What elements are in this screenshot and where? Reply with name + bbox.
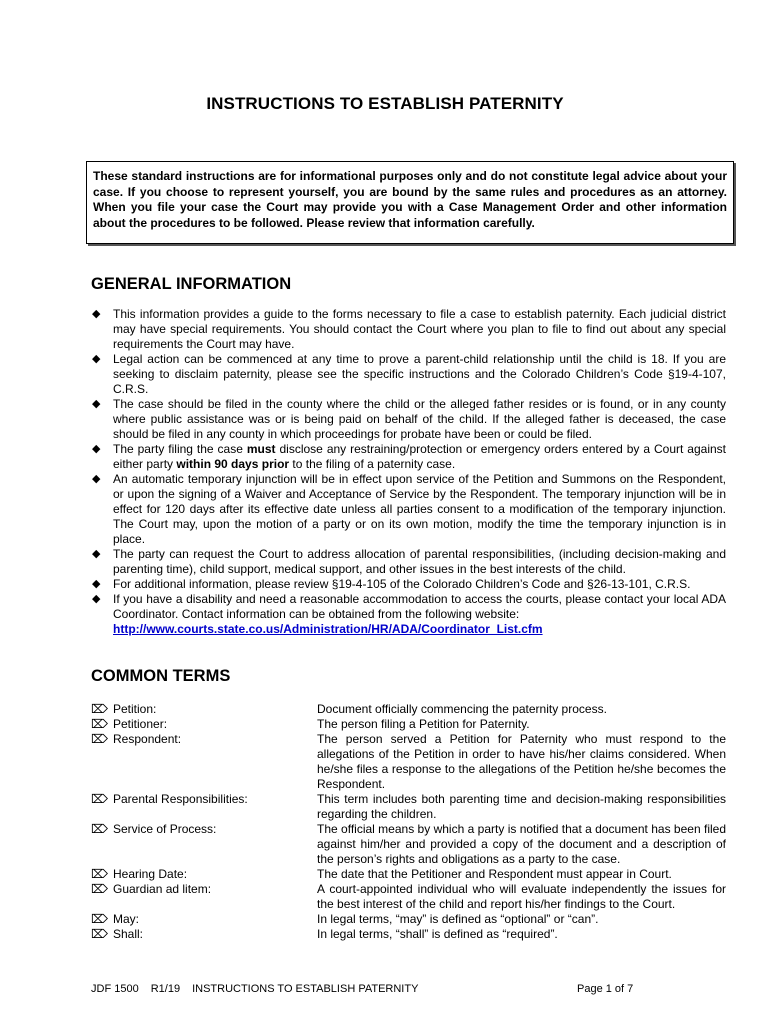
list-item: ◆ For additional information, please review §19-4-105 of the Colorado Children’s Code and §26-13-101, C.R.S. — [92, 577, 691, 591]
list-item: ◆ This information provides a guide to the forms necessary to file a case to establish paternity. Each judicial district may have special requirements. You should contact the Court where you plan to file to find out about any special requirements the Court may have. — [92, 307, 726, 351]
list-item: ◆ Legal action can be commenced at any time to prove a parent-child relationship until the child is 18. If you are seeking to disclaim paternity, please see the specific instructions and the Colorado Children’s Code §19-4-107, C.R.S. — [92, 352, 726, 396]
ballot-x-icon: ⌦ — [91, 912, 108, 926]
term-row: ⌦ Parental Responsibilities: This term includes both parenting time and decision-making responsibilities regarding the children. — [91, 792, 726, 821]
term-row: ⌦ Shall: In legal terms, “shall” is defined as “required”. — [91, 927, 558, 941]
ballot-x-icon: ⌦ — [91, 792, 108, 806]
footer-revision: R1/19 — [150, 983, 181, 995]
term-row: ⌦ May: In legal terms, “may” is defined as “optional” or “can”. — [91, 912, 599, 926]
list-item: ◆ The party can request the Court to address allocation of parental responsibilities, (including decision-making and parenting time), child support, medical support, and other issues in the best interests of the child. — [92, 547, 726, 576]
term-row: ⌦ Petition: Document officially commencing the paternity process. — [91, 702, 607, 716]
general-information-list — [91, 307, 726, 637]
common-terms-list — [91, 702, 726, 942]
general-information-heading: GENERAL INFORMATION — [91, 275, 292, 293]
term-row: ⌦ Guardian ad litem: A court-appointed individual who will evaluate independently the issues for the best interest of the child and report his/her findings to the Court. — [91, 882, 726, 911]
footer-form-info — [91, 983, 418, 995]
term-row: ⌦ Respondent: The person served a Petition for Paternity who must respond to the allegations of the Petition in order to have his/her claims considered. When he/she files a response to the allegations of the Petition he/she becomes the Respondent. — [91, 732, 726, 791]
footer-title: INSTRUCTIONS TO ESTABLISH PATERNITY — [192, 983, 419, 995]
diamond-bullet-icon: ◆ — [92, 398, 101, 410]
diamond-bullet-icon: ◆ — [92, 353, 101, 365]
list-item: ◆ An automatic temporary injunction will be in effect upon service of the Petition and Summons on the Respondent, or upon the signing of a Waiver and Acceptance of Service by the Respondent. The temporary injunction will be in effect for 120 days after its effective date unless all parties consent to a modification of the temporary injunction. The Court may, upon the motion of a party or on its own motion, modify the time the temporary injunction is in place. — [92, 472, 726, 546]
disclaimer-box: These standard instructions are for informational purposes only and do not constitute legal advice about your case. If you choose to represent yourself, you are bound by the same rules and procedures as an attorney. When you file your case the Court may provide you with a Case Management Order and other information about the procedures to be followed. Please review that information carefully. — [86, 161, 734, 244]
list-item: ◆ If you have a disability and need a reasonable accommodation to access the courts, please contact your local ADA Coordinator. Contact information can be obtained from the following website: http://www.courts.state.co.us/Administration/HR/ADA/Coordinator_List.cfm — [92, 592, 726, 636]
common-terms-heading: COMMON TERMS — [91, 667, 231, 685]
list-item: ◆ The party filing the case must disclose any restraining/protection or emergency orders entered by a Court against either party within 90 days prior to the filing of a paternity case. — [92, 442, 726, 471]
term-row: ⌦ Hearing Date: The date that the Petitioner and Respondent must appear in Court. — [91, 867, 672, 881]
diamond-bullet-icon: ◆ — [92, 578, 101, 590]
ballot-x-icon: ⌦ — [91, 732, 108, 746]
diamond-bullet-icon: ◆ — [92, 443, 101, 455]
diamond-bullet-icon: ◆ — [92, 473, 101, 485]
diamond-bullet-icon: ◆ — [92, 308, 101, 320]
ada-coordinator-link[interactable]: http://www.courts.state.co.us/Administration/HR/ADA/Coordinator_List.cfm — [113, 622, 543, 636]
diamond-bullet-icon: ◆ — [92, 593, 101, 605]
list-item: ◆ The case should be filed in the county where the child or the alleged father resides or is found, or in any county where public assistance was or is being paid on behalf of the child. If the alleged father is deceased, the case should be filed in any county in which proceedings for probate have been or could be filed. — [92, 397, 726, 441]
footer-page-number: Page 1 of 7 — [577, 983, 634, 995]
ballot-x-icon: ⌦ — [91, 702, 108, 716]
footer-form-number: JDF 1500 — [91, 983, 139, 995]
term-row: ⌦ Service of Process: The official means by which a party is notified that a document has been filed against him/her and provided a copy of the document and a description of the person’s rights and obligations as a party to the case. — [91, 822, 726, 866]
diamond-bullet-icon: ◆ — [92, 548, 101, 560]
ballot-x-icon: ⌦ — [91, 822, 108, 836]
ballot-x-icon: ⌦ — [91, 927, 108, 941]
page-title: INSTRUCTIONS TO ESTABLISH PATERNITY — [206, 94, 564, 113]
ballot-x-icon: ⌦ — [91, 882, 108, 896]
ballot-x-icon: ⌦ — [91, 867, 108, 881]
term-row: ⌦ Petitioner: The person filing a Petition for Paternity. — [91, 717, 530, 731]
ballot-x-icon: ⌦ — [91, 717, 108, 731]
